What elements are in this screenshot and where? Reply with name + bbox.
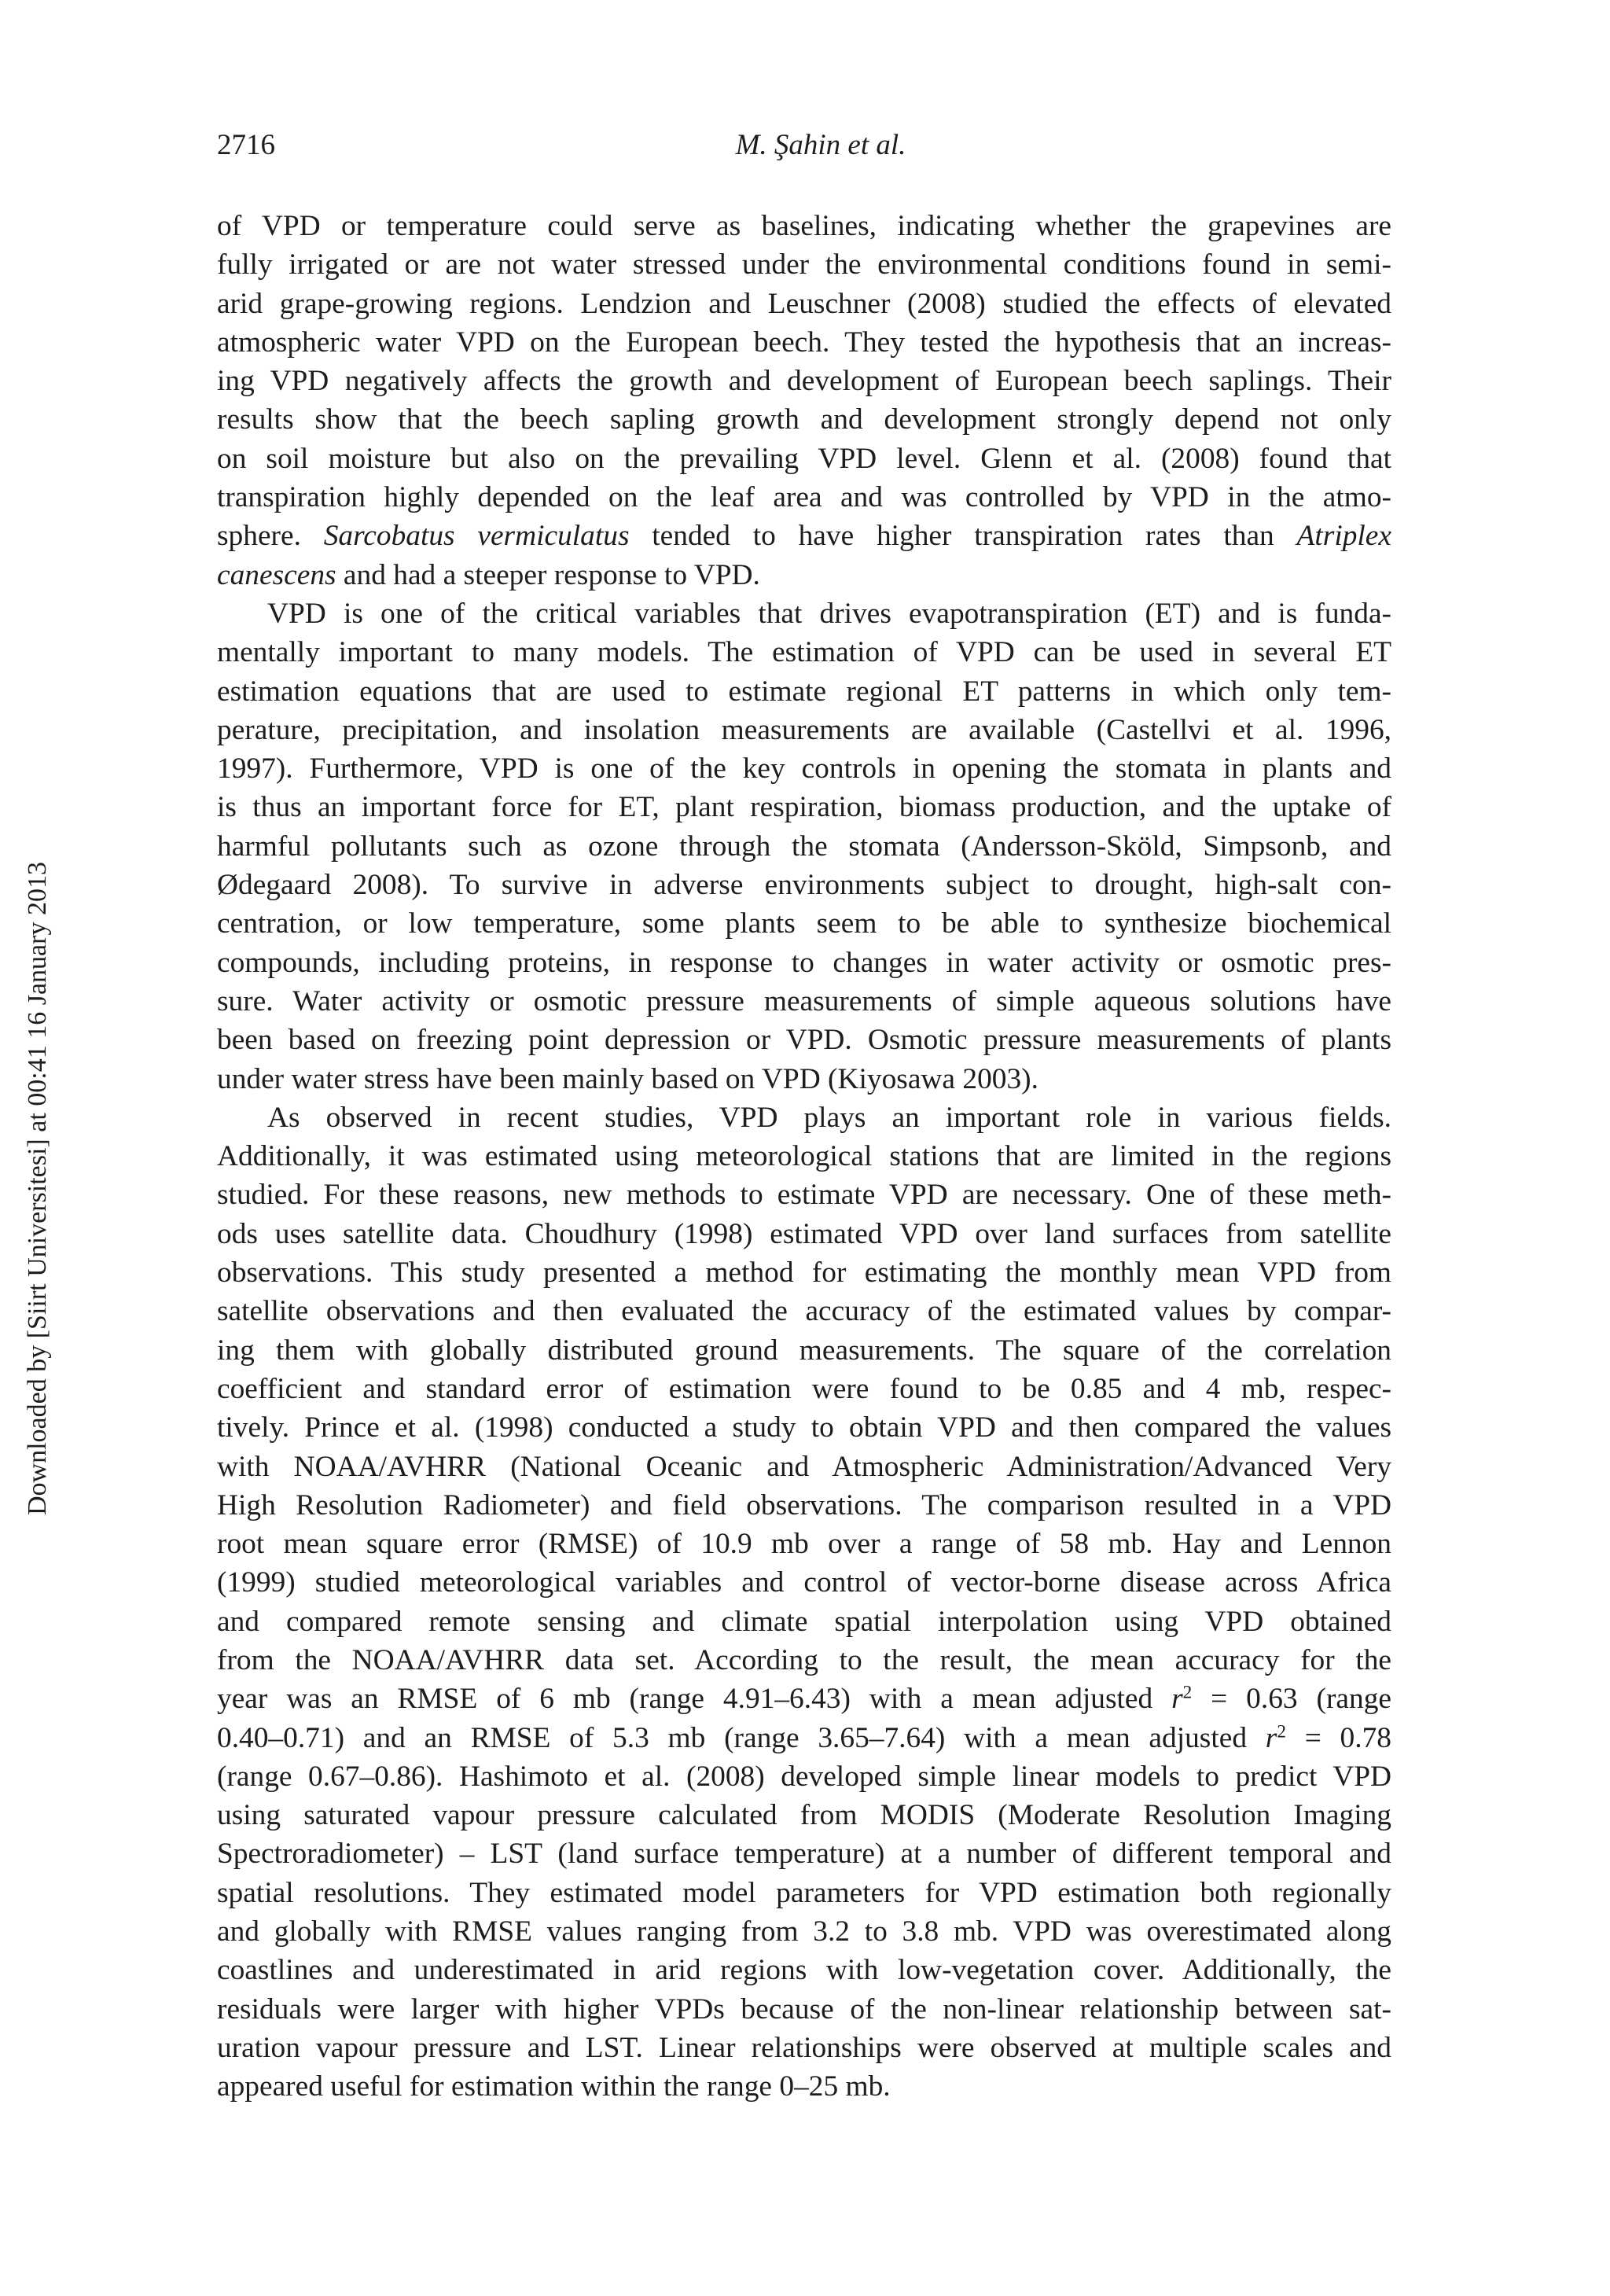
- text-line: [217, 517, 1391, 555]
- text-line: transpiration highly depended on the leaf area and was controlled by VPD in the atmo-: [217, 481, 1391, 514]
- text-line: arid grape-growing regions. Lendzion and Leuschner (2008) studied the effects of elevated: [217, 287, 1391, 320]
- text-line: uration vapour pressure and LST. Linear relationships were observed at multiple scales and: [217, 2031, 1391, 2064]
- paragraph-2: [217, 594, 1391, 1098]
- text-line: compounds, including proteins, in response to changes in water activity or osmotic pres-: [217, 946, 1391, 979]
- paragraph-3: [217, 1098, 1391, 2107]
- text-line: sure. Water activity or osmotic pressure measurements of simple aqueous solutions have: [217, 984, 1391, 1017]
- text-line: residuals were larger with higher VPDs because of the non-linear relationship between sat-: [217, 1992, 1391, 2026]
- text-line: root mean square error (RMSE) of 10.9 mb over a range of 58 mb. Hay and Lennon: [217, 1528, 1391, 1561]
- text-line: and compared remote sensing and climate spatial interpolation using VPD obtained: [217, 1605, 1391, 1638]
- text-line: atmospheric water VPD on the European beech. They tested the hypothesis that an increas-: [217, 326, 1391, 359]
- text-run: sphere.: [217, 520, 324, 553]
- page-number: 2716: [217, 129, 275, 161]
- paragraph-1: [217, 207, 1391, 594]
- text-line: on soil moisture but also on the prevailing VPD level. Glenn et al. (2008) found that: [217, 442, 1391, 475]
- text-line: is thus an important force for ET, plant respiration, biomass production, and the uptake of: [217, 791, 1391, 824]
- text-line: [217, 1680, 1391, 1718]
- text-run: = 0.63 (range: [1192, 1683, 1391, 1716]
- text-line: centration, or low temperature, some plants seem to be able to synthesize biochemical: [217, 907, 1391, 940]
- text-run: and had a steeper response to VPD.: [336, 558, 760, 591]
- text-line: under water stress have been mainly based on VPD (Kiyosawa 2003).: [217, 1062, 1038, 1095]
- text-line: ing VPD negatively affects the growth and development of European beech saplings. Their: [217, 365, 1391, 398]
- species-name: Atriplex: [1296, 520, 1391, 553]
- text-line: coefficient and standard error of estimation were found to be 0.85 and 4 mb, respec-: [217, 1372, 1391, 1405]
- running-head: M. Şahin et al.: [735, 129, 906, 161]
- text-line: mentally important to many models. The estimation of VPD can be used in several ET: [217, 636, 1391, 669]
- superscript: 2: [1277, 1720, 1286, 1742]
- species-name: canescens: [217, 558, 336, 591]
- text-line: VPD is one of the critical variables that drives evapotranspiration (ET) and is funda-: [267, 597, 1391, 630]
- text-line: High Resolution Radiometer) and field observations. The comparison resulted in a VPD: [217, 1488, 1391, 1521]
- text-line: with NOAA/AVHRR (National Oceanic and Atmospheric Administration/Advanced Very: [217, 1450, 1391, 1483]
- text-line: and globally with RMSE values ranging from 3.2 to 3.8 mb. VPD was overestimated along: [217, 1915, 1391, 1948]
- article-body: [217, 207, 1391, 2107]
- text-line: (1999) studied meteorological variables and control of vector-borne disease across Africa: [217, 1566, 1391, 1599]
- superscript: 2: [1182, 1682, 1193, 1703]
- text-line: As observed in recent studies, VPD plays an important role in various fields.: [267, 1101, 1391, 1134]
- text-run: = 0.78: [1285, 1721, 1391, 1754]
- text-line: [217, 1719, 1391, 1757]
- text-line: satellite observations and then evaluated the accuracy of the estimated values by compar-: [217, 1295, 1391, 1328]
- text-line: perature, precipitation, and insolation measurements are available (Castellvi et al. 1996,: [217, 713, 1391, 746]
- text-line: harmful pollutants such as ozone through the stomata (Andersson-Sköld, Simpsonb, and: [217, 830, 1391, 863]
- r-squared-symbol: r: [1265, 1721, 1277, 1754]
- text-run: tended to have higher transpiration rates than: [629, 520, 1297, 553]
- text-line: spatial resolutions. They estimated model parameters for VPD estimation both regionally: [217, 1876, 1391, 1909]
- text-line: Ødegaard 2008). To survive in adverse environments subject to drought, high-salt con-: [217, 869, 1391, 902]
- text-line: [217, 556, 1391, 594]
- species-name: Sarcobatus vermiculatus: [323, 520, 630, 553]
- text-line: observations. This study presented a method for estimating the monthly mean VPD from: [217, 1257, 1391, 1290]
- text-line: been based on freezing point depression or VPD. Osmotic pressure measurements of plants: [217, 1024, 1391, 1057]
- text-run: 0.40–0.71) and an RMSE of 5.3 mb (range 3.65–7.64) with a mean adjusted: [217, 1721, 1266, 1754]
- text-line: (range 0.67–0.86). Hashimoto et al. (2008) developed simple linear models to predict VPD: [217, 1760, 1391, 1793]
- text-line: from the NOAA/AVHRR data set. According to the result, the mean accuracy for the: [217, 1643, 1391, 1676]
- text-line: tively. Prince et al. (1998) conducted a study to obtain VPD and then compared the values: [217, 1411, 1391, 1444]
- text-line: using saturated vapour pressure calculated from MODIS (Moderate Resolution Imaging: [217, 1799, 1391, 1832]
- text-line: appeared useful for estimation within the range 0–25 mb.: [217, 2070, 891, 2103]
- r-squared-symbol: r: [1171, 1683, 1183, 1716]
- text-line: 1997). Furthermore, VPD is one of the key controls in opening the stomata in plants and: [217, 752, 1391, 786]
- text-line: fully irrigated or are not water stressed under the environmental conditions found in semi-: [217, 248, 1391, 281]
- text-line: Spectroradiometer) – LST (land surface temperature) at a number of different temporal and: [217, 1838, 1391, 1871]
- text-line: ods uses satellite data. Choudhury (1998) estimated VPD over land surfaces from satellite: [217, 1217, 1391, 1250]
- text-line: of VPD or temperature could serve as baselines, indicating whether the grapevines are: [217, 210, 1391, 242]
- text-line: ing them with globally distributed ground measurements. The square of the correlation: [217, 1334, 1391, 1367]
- text-line: studied. For these reasons, new methods to estimate VPD are necessary. One of these meth-: [217, 1179, 1391, 1212]
- text-line: Additionally, it was estimated using meteorological stations that are limited in the regions: [217, 1140, 1391, 1173]
- text-line: coastlines and underestimated in arid regions with low-vegetation cover. Additionally, the: [217, 1954, 1391, 1987]
- text-line: estimation equations that are used to estimate regional ET patterns in which only tem-: [217, 675, 1391, 708]
- text-line: results show that the beech sapling growth and development strongly depend not only: [217, 403, 1391, 436]
- download-notice-text: Downloaded by [Siirt Universitesi] at 00:41 16 January 2013: [23, 862, 52, 1515]
- text-run: year was an RMSE of 6 mb (range 4.91–6.43) with a mean adjusted: [217, 1683, 1172, 1716]
